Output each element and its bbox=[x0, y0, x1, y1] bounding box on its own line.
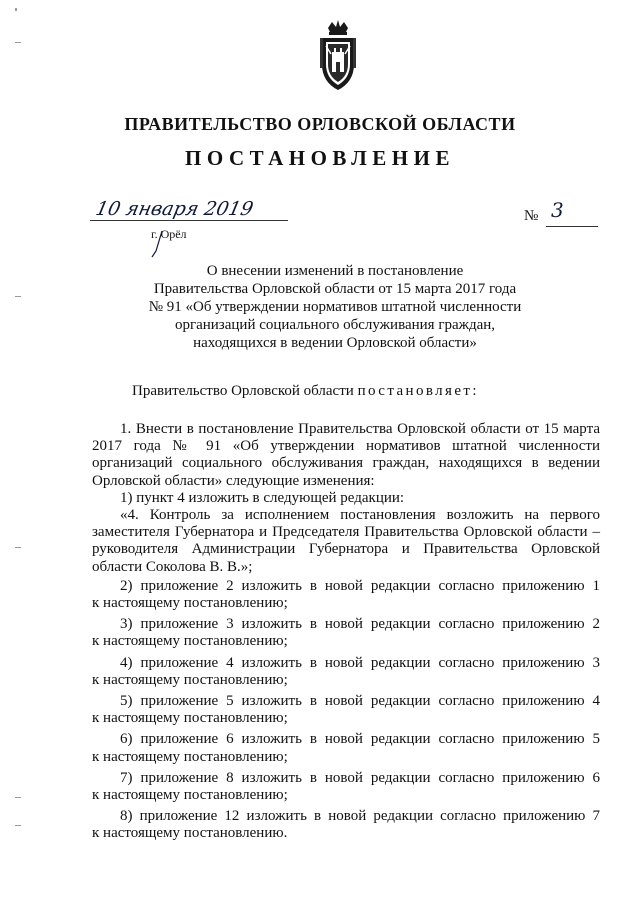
scan-mark bbox=[15, 547, 21, 548]
body-line: к настоящему постановлению; bbox=[92, 633, 288, 650]
body-line: 2017 года № 91 «Об утверждении нормативов штатной численности bbox=[92, 438, 600, 455]
body-line: к настоящему постановлению; bbox=[92, 748, 288, 765]
body-line: к настоящему постановлению; bbox=[92, 710, 288, 727]
scan-mark bbox=[15, 797, 21, 798]
date-handwritten: 10 января 2019 bbox=[93, 198, 256, 220]
scan-mark bbox=[15, 42, 21, 43]
list-item: 6) приложение 6 изложить в новой редакции согласно приложению 5 bbox=[120, 731, 600, 748]
date-underline bbox=[90, 220, 288, 221]
body-line: к настоящему постановлению; bbox=[92, 787, 288, 804]
body-line: Орловской области» следующие изменения: bbox=[92, 472, 375, 489]
number-underline bbox=[546, 226, 598, 227]
scan-mark bbox=[15, 8, 17, 11]
number-label: № bbox=[524, 208, 539, 224]
title-line: находящихся в ведении Орловской области» bbox=[193, 335, 477, 351]
title-line: Правительства Орловской области от 15 марта 2017 года bbox=[153, 281, 517, 297]
list-item: 5) приложение 5 изложить в новой редакции согласно приложению 4 bbox=[120, 693, 600, 710]
list-item: 1) пункт 4 изложить в следующей редакции: bbox=[120, 489, 405, 506]
number-handwritten: 3 bbox=[551, 198, 564, 222]
body-line: руководителя Администрации Губернатора и Правительства Орловской bbox=[92, 541, 600, 558]
organization-name: ПРАВИТЕЛЬСТВО ОРЛОВСКОЙ ОБЛАСТИ bbox=[124, 114, 516, 134]
body-line: «4. Контроль за исполнением постановления возложить на первого bbox=[120, 507, 600, 524]
body-line: к настоящему постановлению. bbox=[92, 825, 288, 842]
document-type: ПОСТАНОВЛЕНИЕ bbox=[185, 146, 455, 170]
preamble-text: Правительство Орловской области bbox=[132, 383, 358, 399]
preamble bbox=[132, 383, 479, 400]
scan-mark bbox=[15, 825, 21, 826]
list-item: 2) приложение 2 изложить в новой редакции согласно приложению 1 bbox=[120, 577, 600, 594]
title-line: № 91 «Об утверждении нормативов штатной численности bbox=[148, 299, 522, 315]
document-body bbox=[92, 421, 600, 843]
title-line: организаций социального обслуживания граждан, bbox=[174, 317, 496, 333]
list-item: 4) приложение 4 изложить в новой редакции согласно приложению 3 bbox=[120, 654, 600, 671]
body-line: к настоящему постановлению; bbox=[92, 595, 288, 612]
list-item: 8) приложение 12 изложить в новой редакции согласно приложению 7 bbox=[120, 808, 600, 825]
document-title bbox=[140, 262, 530, 352]
body-line: 1. Внести в постановление Правительства Орловской области от 15 марта bbox=[120, 421, 600, 437]
title-line: О внесении изменений в постановление bbox=[206, 263, 464, 279]
body-line: заместителя Губернатора и Председателя Правительства Орловской области – bbox=[92, 524, 600, 541]
scan-mark bbox=[15, 296, 21, 297]
city-label: г. Орёл bbox=[151, 227, 187, 241]
coat-of-arms-icon bbox=[318, 18, 358, 94]
list-item: 7) приложение 8 изложить в новой редакции согласно приложению 6 bbox=[120, 769, 600, 786]
body-line: области Соколова В. В.»; bbox=[92, 558, 253, 575]
body-line: к настоящему постановлению; bbox=[92, 671, 288, 688]
preamble-verb: постановляет: bbox=[357, 383, 479, 399]
list-item: 3) приложение 3 изложить в новой редакции согласно приложению 2 bbox=[120, 616, 600, 633]
body-line: организаций социального обслуживания граждан, находящихся в ведении bbox=[92, 455, 600, 472]
